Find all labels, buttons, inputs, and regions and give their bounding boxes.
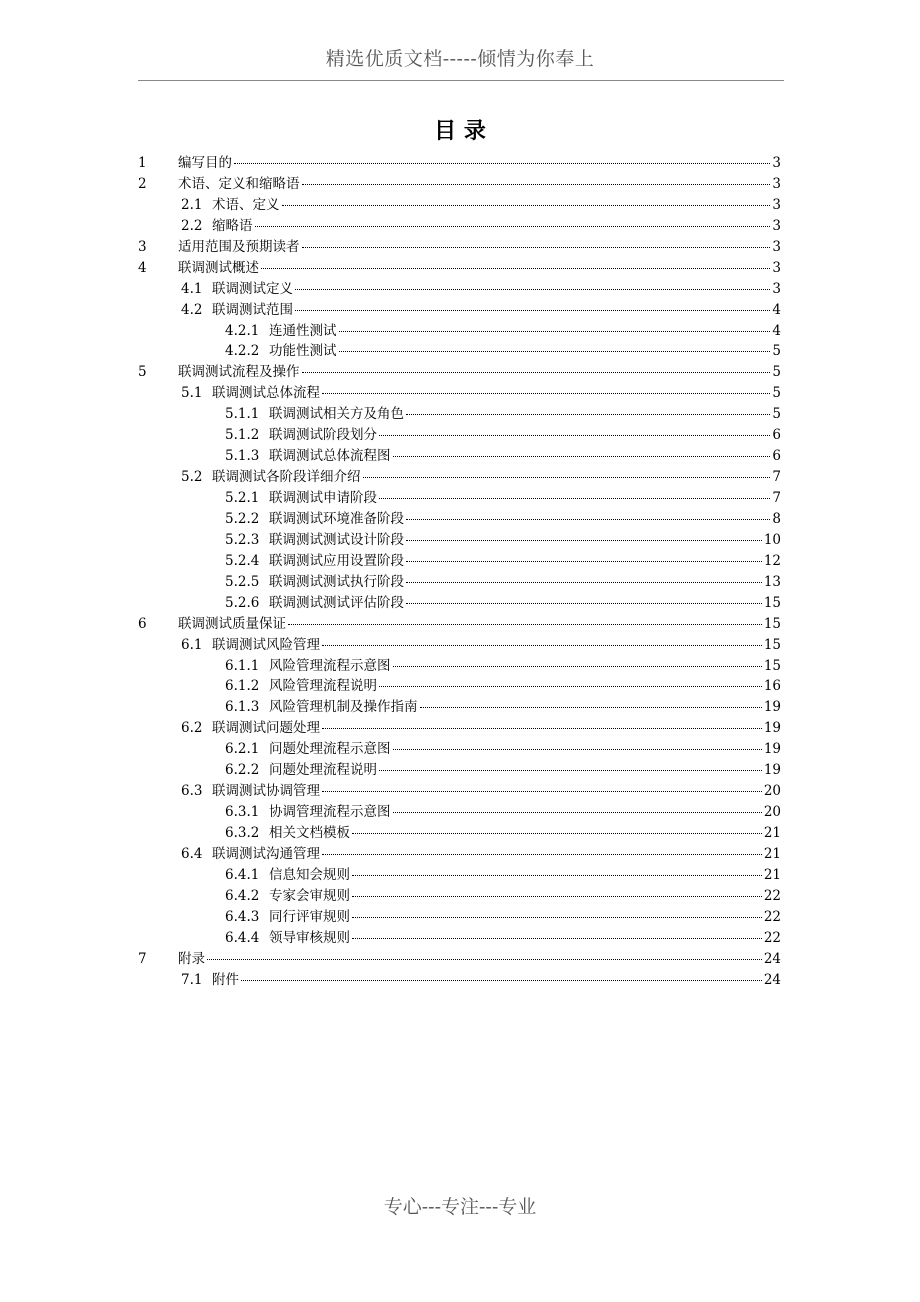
toc-entry-page-number: 21: [763, 825, 781, 841]
toc-dot-leader: [282, 191, 771, 206]
toc-entry-number: 6.4: [181, 845, 203, 862]
toc-entry-page-number: 15: [763, 594, 781, 611]
toc-dot-leader: [322, 379, 770, 394]
toc-entry-title: 术语、定义: [212, 196, 280, 213]
toc-dot-leader: [363, 463, 771, 478]
toc-dot-leader: [379, 484, 770, 499]
toc-entry-title: 专家会审规则: [269, 887, 350, 904]
page-header: 精选优质文档-----倾情为你奉上: [325, 48, 595, 70]
toc-entry-page-number: 5: [772, 406, 781, 423]
toc-dot-leader: [261, 254, 770, 269]
toc-dot-leader: [352, 819, 762, 834]
toc-entry-number: 5.2.3: [225, 531, 260, 548]
toc-dot-leader: [393, 735, 762, 750]
toc-entry-title: 术语、定义和缩略语: [178, 175, 300, 192]
toc-entry-number: 7: [138, 950, 147, 967]
toc-entry-title: 编写目的: [178, 155, 232, 171]
toc-dot-leader: [406, 547, 762, 562]
toc-entry-number: 6.1.1: [225, 657, 260, 674]
toc-dot-leader: [352, 924, 762, 939]
toc-entry-page-number: 15: [763, 657, 781, 674]
toc-entry-number: 5.1: [181, 385, 203, 402]
toc-entry-title: 附录: [178, 950, 205, 967]
toc-entry-number: 6: [138, 615, 147, 632]
toc-dot-leader: [234, 149, 770, 164]
header-divider: [138, 80, 784, 81]
toc-entry-number: 4: [138, 259, 147, 276]
toc-entry-number: 1: [138, 155, 147, 171]
toc-dot-leader: [406, 568, 762, 583]
toc-entry-title: 风险管理流程示意图: [269, 657, 391, 674]
toc-entry-title: 联调测试各阶段详细介绍: [212, 469, 361, 486]
toc-entry-title: 联调测试申请阶段: [269, 490, 377, 506]
toc-dot-leader: [393, 442, 771, 457]
toc-entry-title: 信息知会规则: [269, 866, 350, 883]
toc-dot-leader: [339, 317, 771, 332]
toc-entry-page-number: 3: [772, 217, 781, 234]
toc-entry-number: 5.2.5: [225, 573, 260, 590]
toc-entry-number: 2.2: [181, 217, 203, 234]
toc-dot-leader: [406, 505, 770, 520]
toc-entry-title: 相关文档模板: [269, 825, 350, 841]
toc-entry-number: 6.4.2: [225, 887, 260, 904]
toc-entry-number: 4.1: [181, 280, 203, 297]
toc-entry-number: 6.2.1: [225, 741, 260, 758]
toc-entry-number: 6.3: [181, 783, 203, 800]
toc-dot-leader: [352, 882, 762, 897]
toc-entry-number: 6.1.3: [225, 699, 260, 716]
toc-entry-page-number: 15: [763, 615, 781, 632]
toc-entry-title: 风险管理流程说明: [269, 678, 377, 695]
toc-entry-title: 联调测试概述: [178, 259, 259, 276]
toc-entry-number: 4.2.2: [225, 343, 260, 360]
toc-dot-leader: [420, 693, 762, 708]
toc-entry-page-number: 3: [772, 280, 781, 297]
toc-dot-leader: [379, 756, 762, 771]
toc-entry-title: 连通性测试: [269, 322, 337, 339]
toc-entry-page-number: 21: [763, 845, 781, 862]
toc-entry-title: 联调测试应用设置阶段: [269, 552, 404, 569]
toc-dot-leader: [406, 526, 762, 541]
toc-entry-page-number: 19: [763, 741, 781, 758]
toc-dot-leader: [339, 337, 771, 352]
toc-entry-number: 6.1: [181, 636, 203, 653]
toc-entry-title: 联调测试测试评估阶段: [269, 594, 404, 611]
toc-entry-title: 领导审核规则: [269, 929, 350, 946]
toc-entry-number: 6.4.4: [225, 929, 260, 946]
toc-entry-title: 联调测试定义: [212, 280, 293, 297]
toc-dot-leader: [207, 945, 762, 960]
toc-dot-leader: [295, 296, 770, 311]
toc-entry-number: 6.1.2: [225, 678, 260, 695]
toc-entry-number: 5.1.3: [225, 448, 260, 465]
toc-entry-number: 5.2.1: [225, 490, 260, 506]
toc-entry-number: 6.2.2: [225, 762, 260, 779]
toc-entry-page-number: 10: [763, 531, 781, 548]
toc-entry-title: 附件: [212, 971, 239, 988]
toc-entry-page-number: 3: [772, 155, 781, 171]
toc-entry-page-number: 8: [772, 510, 781, 527]
toc-entry-page-number: 7: [772, 490, 781, 506]
page-footer: 专心---专注---专业: [383, 1196, 537, 1218]
toc-dot-leader: [352, 903, 762, 918]
toc-entry-page-number: 4: [772, 301, 781, 318]
toc-entry-page-number: 20: [763, 804, 781, 821]
toc-dot-leader: [393, 798, 762, 813]
toc-dot-leader: [302, 233, 771, 248]
toc-entry-number: 3: [138, 238, 147, 255]
toc-entry-page-number: 3: [772, 175, 781, 192]
toc-entry-number: 5.2.6: [225, 594, 260, 611]
toc-entry-title: 同行评审规则: [269, 908, 350, 925]
toc-entry-title: 联调测试沟通管理: [212, 845, 320, 862]
toc-entry-title: 联调测试测试执行阶段: [269, 573, 404, 590]
toc-dot-leader: [322, 631, 762, 646]
toc-entry-title: 适用范围及预期读者: [178, 238, 300, 255]
toc-entry-page-number: 16: [763, 678, 781, 695]
toc-entry-page-number: 7: [772, 469, 781, 486]
toc-entry-page-number: 12: [763, 552, 781, 569]
toc-entry-title: 联调测试环境准备阶段: [269, 510, 404, 527]
toc-entry-page-number: 24: [763, 971, 781, 988]
toc-dot-leader: [302, 170, 771, 185]
toc-dot-leader: [302, 358, 771, 373]
toc-dot-leader: [295, 275, 770, 290]
toc-dot-leader: [379, 672, 762, 687]
toc-entry-title: 联调测试总体流程: [212, 385, 320, 402]
toc-entry-number: 5.1.2: [225, 427, 260, 444]
toc-entry-title: 功能性测试: [269, 343, 337, 360]
toc-entry-page-number: 5: [772, 364, 781, 381]
toc-dot-leader: [393, 652, 762, 667]
toc-entry-page-number: 22: [763, 929, 781, 946]
toc-entry-title: 联调测试问题处理: [212, 720, 320, 737]
toc-dot-leader: [406, 589, 762, 604]
toc-title: 目 录: [434, 118, 486, 144]
toc-entry-page-number: 22: [763, 908, 781, 925]
toc-entry-page-number: 19: [763, 720, 781, 737]
toc-dot-leader: [379, 421, 770, 436]
toc-entry-page-number: 3: [772, 238, 781, 255]
toc-entry-number: 6.3.2: [225, 825, 260, 841]
toc-dot-leader: [322, 840, 762, 855]
toc-entry-number: 7.1: [181, 971, 203, 988]
toc-entry-title: 协调管理流程示意图: [269, 804, 391, 821]
toc-entry-title: 问题处理流程说明: [269, 762, 377, 779]
toc-dot-leader: [241, 966, 762, 981]
toc-entry-page-number: 3: [772, 196, 781, 213]
toc-entry-page-number: 6: [772, 448, 781, 465]
toc-entry-number: 5.1.1: [225, 406, 260, 423]
toc-entry-number: 5: [138, 364, 147, 381]
toc-dot-leader: [322, 777, 762, 792]
toc-entry-title: 联调测试阶段划分: [269, 427, 377, 444]
toc-entry-number: 4.2: [181, 301, 203, 318]
toc-entry-number: 6.3.1: [225, 804, 260, 821]
toc-entry-number: 4.2.1: [225, 322, 260, 339]
toc-entry-number: 6.4.3: [225, 908, 260, 925]
toc-entry-title: 联调测试相关方及角色: [269, 406, 404, 423]
toc-entry-page-number: 24: [763, 950, 781, 967]
toc-entry-title: 联调测试测试设计阶段: [269, 531, 404, 548]
toc-entry-number: 6.4.1: [225, 866, 260, 883]
toc-entry-title: 联调测试流程及操作: [178, 364, 300, 381]
toc-entry-title: 联调测试质量保证: [178, 615, 286, 632]
toc-entry-number: 2: [138, 175, 147, 192]
toc-entry-number: 2.1: [181, 196, 203, 213]
toc-entry-page-number: 15: [763, 636, 781, 653]
toc-entry-number: 5.2: [181, 469, 203, 486]
toc-entry-page-number: 21: [763, 866, 781, 883]
toc-entry-page-number: 13: [763, 573, 781, 590]
toc-entry-title: 联调测试协调管理: [212, 783, 320, 800]
toc-entry-title: 联调测试总体流程图: [269, 448, 391, 465]
toc-entry-page-number: 5: [772, 343, 781, 360]
toc-entry-page-number: 20: [763, 783, 781, 800]
toc-dot-leader: [406, 400, 770, 415]
toc-entry-number: 6.2: [181, 720, 203, 737]
toc-entry-page-number: 5: [772, 385, 781, 402]
toc-entry-number: 5.2.2: [225, 510, 260, 527]
toc-entry[interactable]: [138, 969, 781, 990]
toc-dot-leader: [255, 212, 771, 227]
toc-dot-leader: [288, 610, 762, 625]
toc-entry-number: 5.2.4: [225, 552, 260, 569]
toc-entry-title: 联调测试范围: [212, 301, 293, 318]
toc-entry-title: 风险管理机制及操作指南: [269, 699, 418, 716]
toc-entry-page-number: 3: [772, 259, 781, 276]
toc-dot-leader: [352, 861, 762, 876]
toc-entry-page-number: 4: [772, 322, 781, 339]
toc-entry-title: 问题处理流程示意图: [269, 741, 391, 758]
toc-entry-page-number: 6: [772, 427, 781, 444]
toc-entry-page-number: 19: [763, 699, 781, 716]
table-of-contents: [138, 152, 781, 990]
toc-entry-page-number: 22: [763, 887, 781, 904]
toc-entry-title: 联调测试风险管理: [212, 636, 320, 653]
toc-dot-leader: [322, 714, 762, 729]
toc-entry-page-number: 19: [763, 762, 781, 779]
toc-entry-title: 缩略语: [212, 217, 253, 234]
